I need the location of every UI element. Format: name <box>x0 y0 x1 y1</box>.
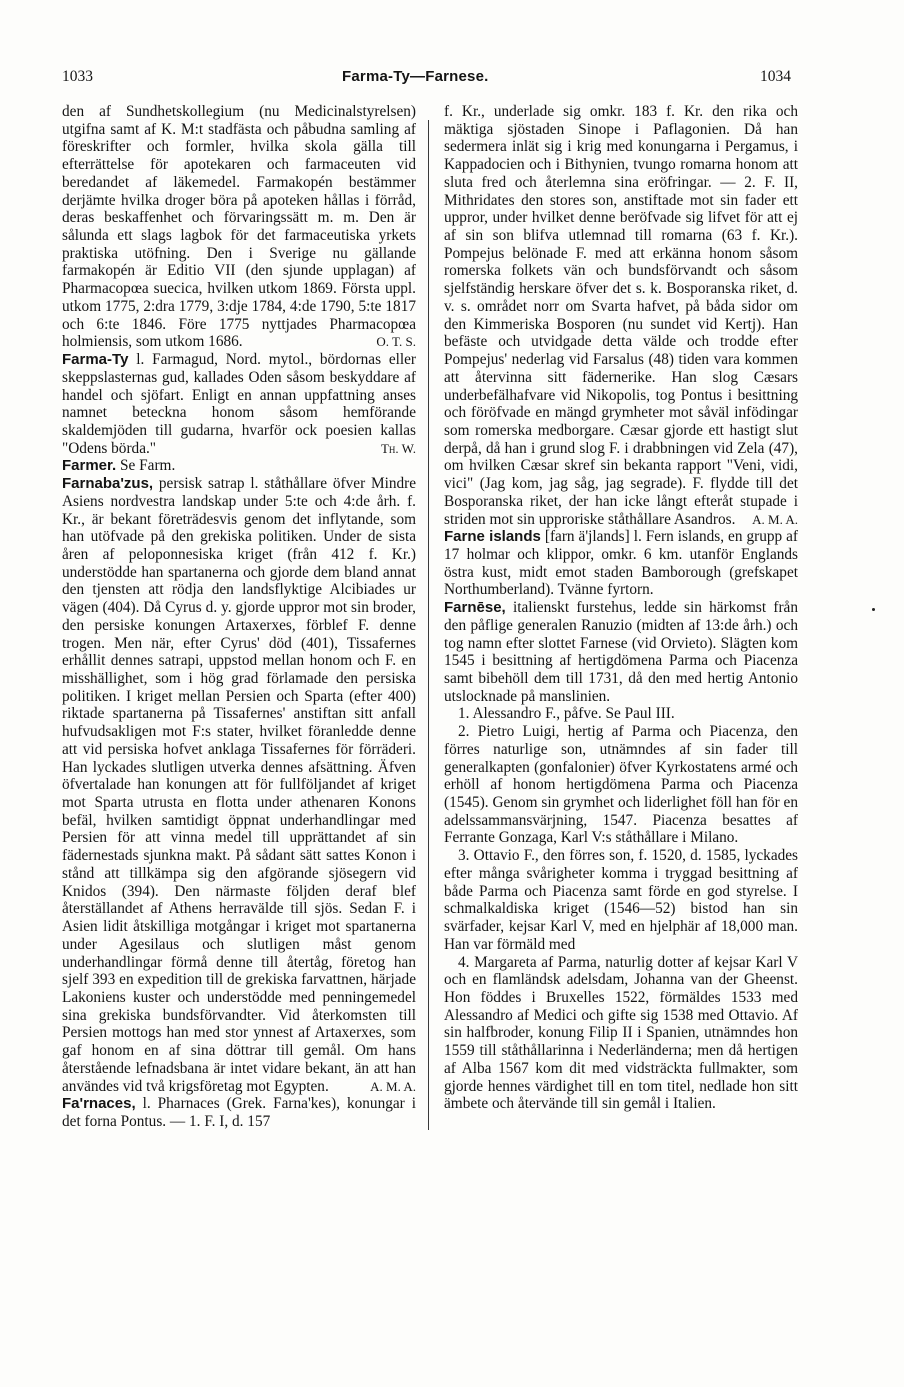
author-signature: A. M. A. <box>370 1078 416 1094</box>
entry-farnaces-continuation <box>444 103 798 528</box>
right-column <box>444 103 798 1113</box>
entry-text: [farn ä'jlands] l. Fern islands, en grupp af 17 holmar och klippor, omkr. 6 km. utanför Englands östra kust, midt emot staden Bamborough (grefskapet Northumberland). Tvänne fyrtorn. <box>444 528 799 599</box>
author-signature: Th. W. <box>380 440 416 456</box>
entry-text: Se Farm. <box>120 457 176 475</box>
farnese-item-1: 1. Alessandro F., påfve. Se Paul III. <box>458 705 675 723</box>
entry-text: persisk satrap l. ståthållare öfver Mindre Asiens nordvestra landskap under 5:te och 4:de årh. f. Kr., är bekant företrädesvis genom det inflytande, som han utöfvade på den grekiska politiken. Under de sista åren af peloponnesiska kriget (från 412 f. Kr.) understödde han spartanerna och gjorde dem bland annat den tjensten att rödja den landsflyktige Alcibiades ur vägen (404). Då Cyrus d. y. gjorde uppror mot sin broder, den persiske konungen Artaxerxes, förblef F. denne trogen. Men när, efter Cyrus' död (401), Tissafernes erhållit dennes satrapi, uppstod mellan honom och F. en misshällighet, som i hög grad förlamade den persiska politiken. I kriget mellan Persien och Sparta (efter 400) riktade spartanerna på Tissafernes' anstiftan sitt anfall hufvudsakligen mot F:s stater, hvilket föranledde denne att vid persiska hofvet anklaga Tissafernes för förräderi. Han lyckades slutligen utverka dennes afsättning. Äfven öfvertalade han konungen att för fullföljandet af kriget mot Sparta utrusta en flotta under athenaren Konons befäl, hvilken samtidigt öppnat underhandlingar med Persien för att vinna medel till upprättandet af sin fädernestads sjunkna makt. På sådant sätt sattes Konon i stånd att tillkämpa sig den afgörande sjösegern vid Knidos (394). Den närmaste följden deraf blef återställandet af Athens herravälde till sjös. Sedan F. i Asien lidit åtskilliga motgångar i kriget mot spartanerna under Agesilaus och slutligen måst genom underhandlingar förmå denne till återtåg, företog han sjelf 393 en expedition till de grekiska farvattnen, härjade Lakoniens kuster och understödde med penningemedel sina grekiska bundsförvandter. Vid återkomsten till Persien mottogs han med stor ynnest af Artaxerxes, som gaf honom en af sina döttrar till gemål. Om hans återstående lefnadsbana är intet vidare bekant, än att han användes vid två krigsföretag mot Egypten. <box>62 475 417 1095</box>
entry-text: f. Kr., underlade sig omkr. 183 f. Kr. den rika och mäktiga sjöstaden Sinope i Paflagonien. Då han sedermera inlät sig i krig med konungarna i Pergamus, i Kappadocien och i Bithynien, tvungo romarna honom att sluta fred och återlemna sina eröfringar. — 2. F. II, Mithridates den stores son, anstiftade mot sin fader ett uppror, under hvilket denne beröfvade sig lifvet för att ej af sin son blifva utlemnad till romarna (63 f. Kr.). Pompejus belönade F. med att erkänna honom såsom romerska folkets vän och bundsförvandt och såsom sjelfständig herskare öfver det s. k. Bosporanska riket, d. v. s. området norr om Svarta hafvet, på båda sidor om den Kimmeriska Bosporen (nu sundet vid Kertj). Han befäste och utvidgade detta välde och trodde efter Pompejus' nederlag vid Farsalus (48) tiden vara kommen att återvinna sitt fädernerike. Han slog Cæsars underbefälhafvare vid Nikopolis, tog Pontus i besittning och föröfvade en mängd grymheter mot såväl infödingar som romerska medborgare. Cæsar gjorde ett hastigt slut derpå, då han i grund slog F. i drabbningen vid Zela (47), om hvilken Cæsar skref sin bekanta rapport "Veni, vidi, vici" (Jag kom, jag såg, jag segrade). F. flydde till det Bosporanska riket, der han icke långt efteråt stupade i striden mot sin upproriske ståthållare Asandros. <box>444 103 798 528</box>
left-column <box>62 103 416 1131</box>
entry-farmakopen-continuation <box>62 103 416 351</box>
page-number-right: 1034 <box>760 68 791 85</box>
author-signature: O. T. S. <box>376 334 416 350</box>
farnese-item-3: 3. Ottavio F., den förres son, f. 1520, d. 1585, lyckades efter många svårigheter komma i tryggad besittning af både Parma och Piacenza samt förde en god styrelse. I schmalkaldiska kriget (1546—52) bistod han sin svärfader, kejsar Karl V, med en hjelphär af 18,000 man. Han var förmäld med <box>444 847 798 953</box>
entry-text: l. Farmagud, Nord. mytol., bördornas eller skeppslasternas gud, kallades Oden såsom beskyddare af handel och sjöfart. Enligt en annan uppfattning anses namnet beteckna honom såsom hemförande skaldemjöden till gudarna, hvarför ock poesien kallas "Odens börda." <box>62 351 417 457</box>
entry-text: den af Sundhetskollegium (nu Medicinalstyrelsen) utgifna samt af K. M:t stadfästa och påbudna samling af föreskrifter och formler, hvilka skola gälla till efterrättelse för apotekaren och farmaceuten vid beredandet af läkemedel. Farmakopén bestämmer derjämte hvilka droger böra på apoteken hållas i förråd, deras beskaffenhet och förvaringssätt m. m. Den är sålunda ett slags lagbok för det farmaceutiska yrkets praktiska utöfning. Den i Sverige nu gällande farmakopén är Editio VII (den sjunde upplagan) af Pharmacopœa suecica, hvilken utkom 1869. Första uppl. utkom 1775, 2:dra 1779, 3:dje 1784, 4:de 1790, 5:te 1817 och 6:te 1846. Före 1775 nyttjades Pharmacopœa holmiensis, som utkom 1686. <box>62 103 416 351</box>
margin-mark <box>872 608 875 611</box>
entry-farnaces <box>62 1095 416 1130</box>
page-number-left: 1033 <box>62 68 93 85</box>
headword: Farnēse, <box>444 599 506 617</box>
entry-farne-islands <box>444 528 798 599</box>
entry-farnabazus <box>62 475 416 1095</box>
entry-farnese <box>444 599 798 705</box>
column-divider <box>428 120 429 1130</box>
headword: Farnaba'zus, <box>62 475 154 493</box>
headword: Farma-Ty <box>62 351 129 369</box>
entry-farma-ty <box>62 351 416 457</box>
farnese-item-2: 2. Pietro Luigi, hertig af Parma och Piacenza, den förres naturlige son, utnämndes af sin fader till generalkapten (gonfalonier) öfver Kyrkostatens armé och erhöll af honom hertigdömena Parma och Piacenza (1545). Genom sin grymhet och liderlighet föll han för en adelssammansvärjning, 1547. Piacenza besattes af Ferrante Gonzaga, Karl V:s ståthållare i Milano. <box>444 723 798 847</box>
entry-text: italienskt furstehus, ledde sin härkomst från den påflige generalen Ranuzio (midten af 13:de årh.) och tog namn efter slottet Farnese (vid Orvieto). Slägten kom 1545 i besittning af hertigdömena Parma och Piacenza samt bibehöll dem till 1731, då den med hertig Antonio utslocknade på manslinien. <box>444 599 798 705</box>
running-head: Farma-Ty—Farnese. <box>342 68 489 85</box>
entry-farmer <box>62 457 416 475</box>
headword: Farne islands <box>444 528 541 546</box>
entry-text: l. Pharnaces (Grek. Farna'kes), konungar i det forna Pontus. — 1. F. I, d. 157 <box>62 1095 416 1130</box>
author-signature: A. M. A. <box>752 511 798 527</box>
farnese-item-4: 4. Margareta af Parma, naturlig dotter af kejsar Karl V och en flamländsk adelsdam, Johanna van der Gheenst. Hon föddes i Bruxelles 1522, förmäldes 1533 med Alessandro af Medici och gifte sig 1538 med Ottavio. Af sin halfbroder, konung Filip II i Spanien, utnämndes hon 1559 till ståthållarinna i Nederländerna; men då hertigen af Alba 1567 kom dit med vidsträckta fullmakter, som gjorde hennes värdighet till en tom titel, nedlade hon sitt ämbete och återvände till sin gemål i Italien. <box>444 953 798 1113</box>
headword: Farmer. <box>62 457 117 475</box>
headword: Fa'rnaces, <box>62 1095 136 1113</box>
